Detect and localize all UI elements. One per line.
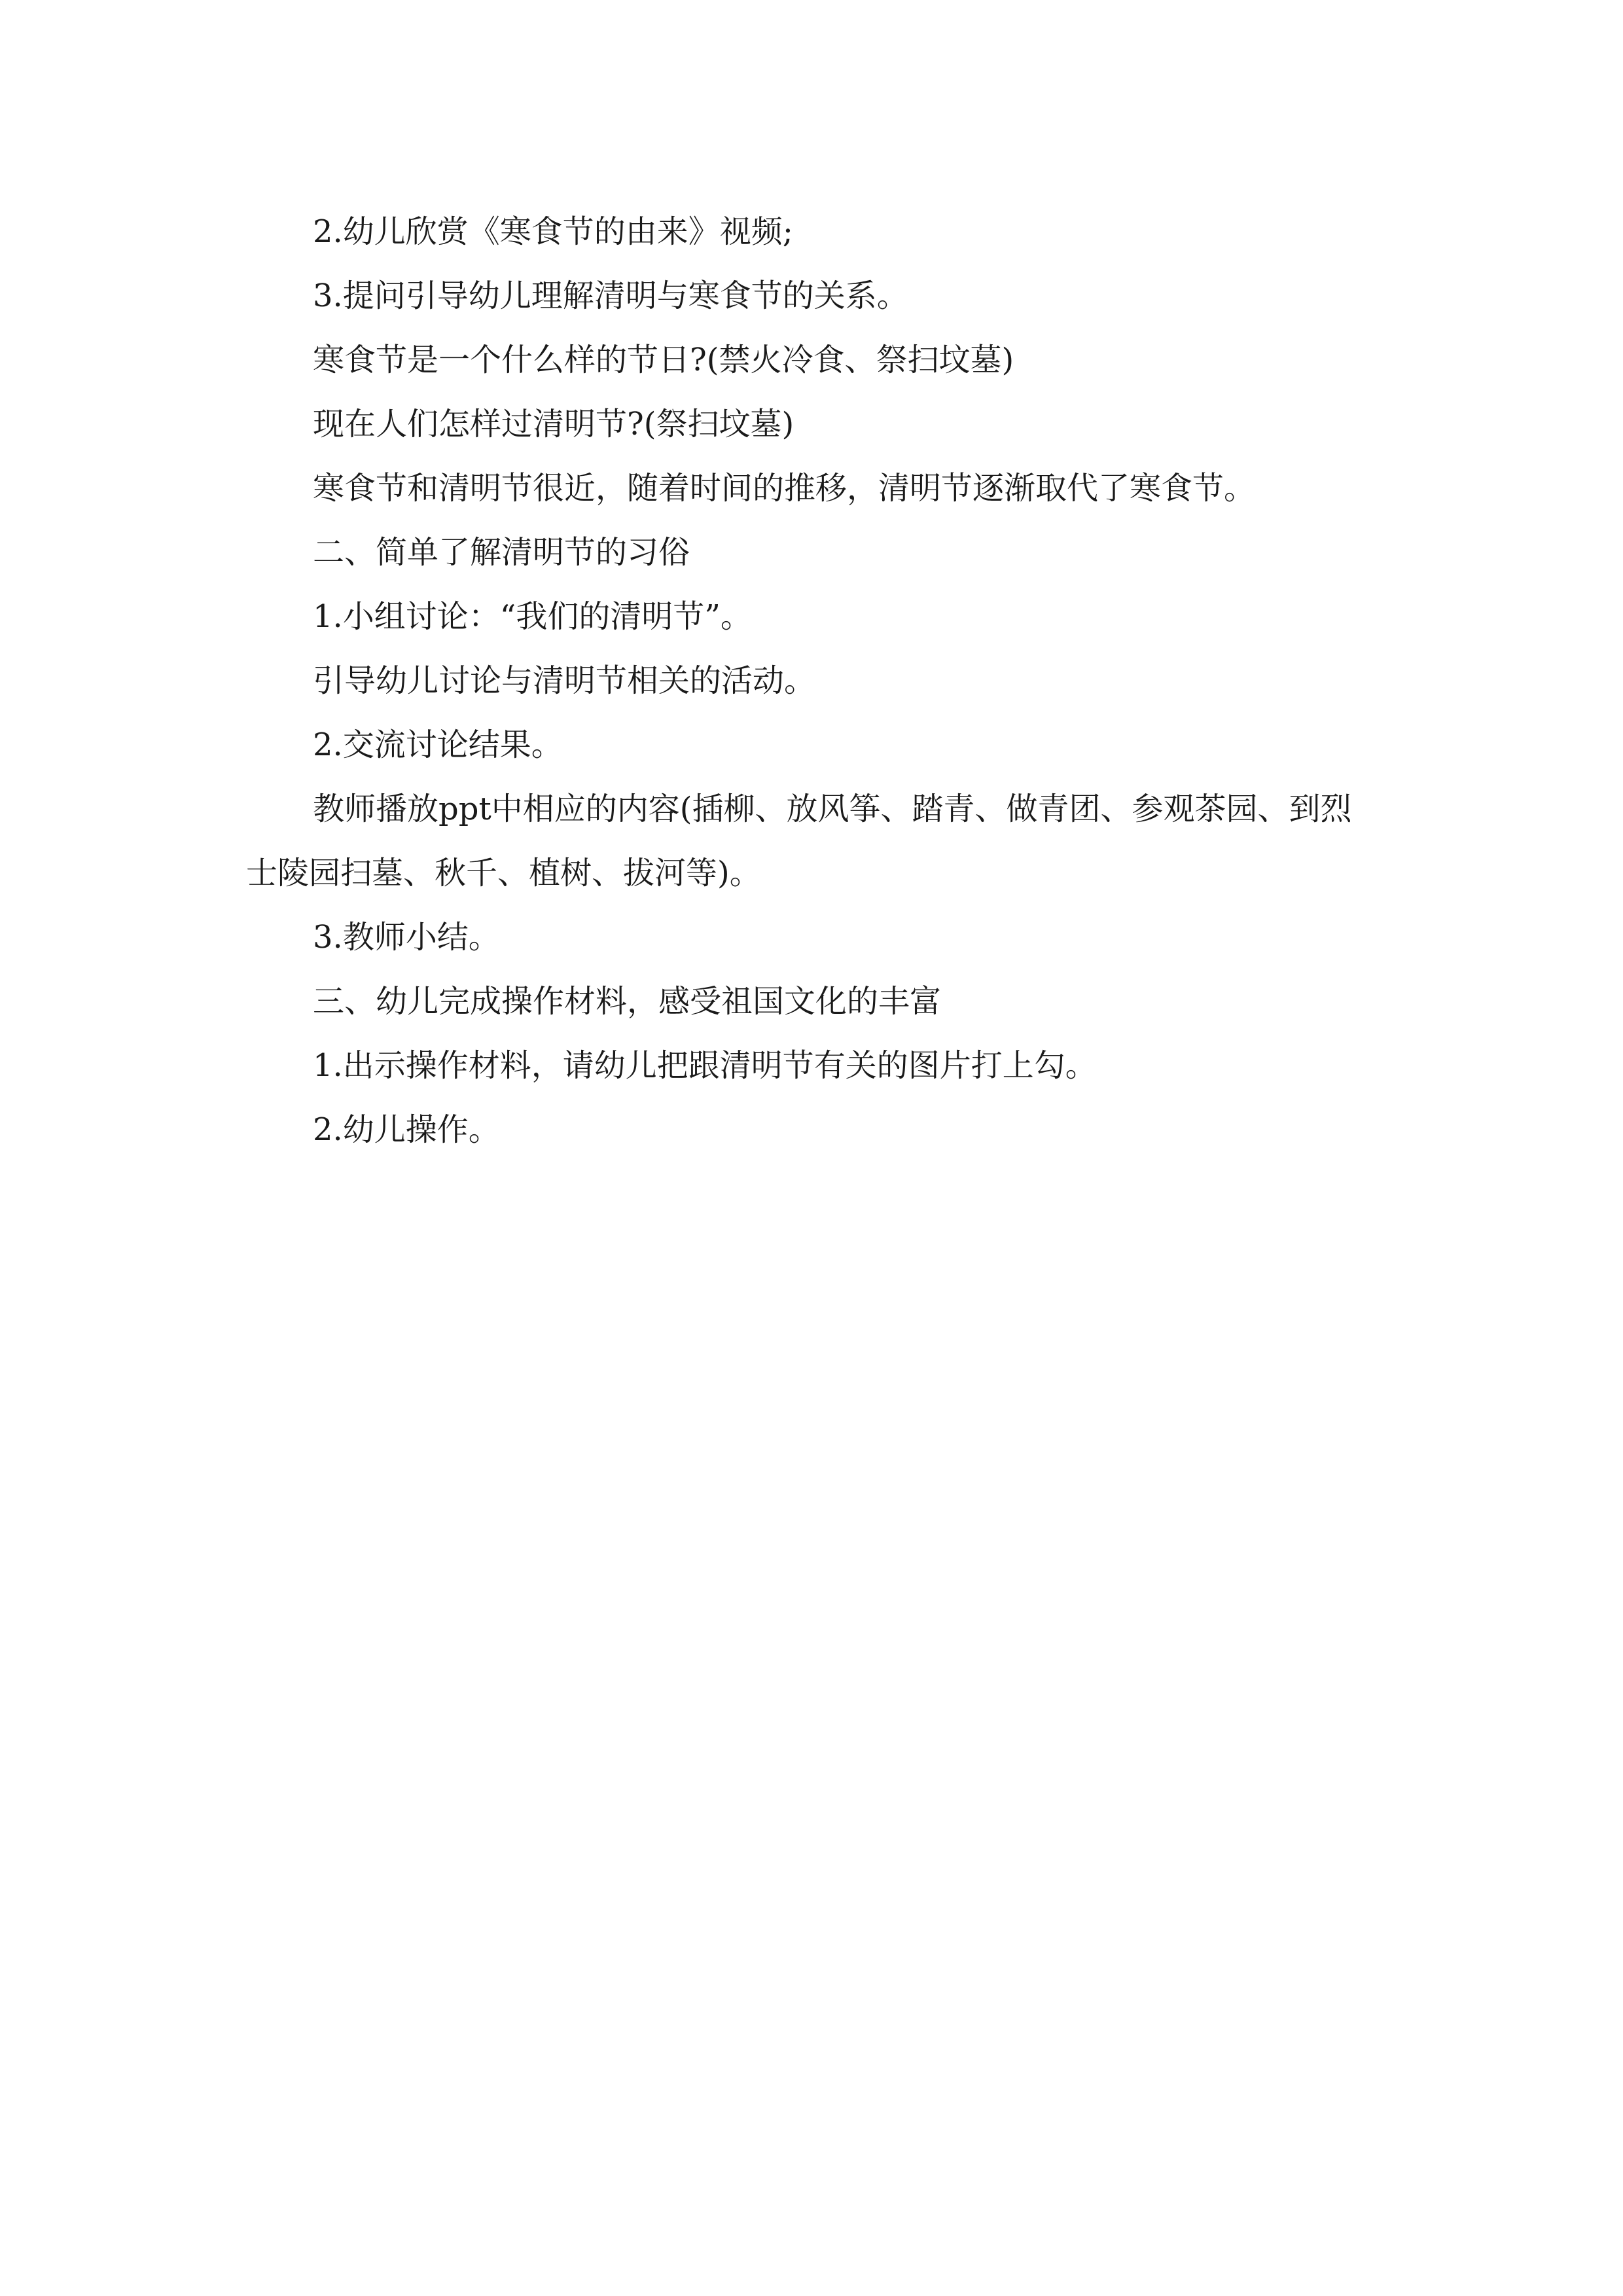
- question-cold-food-festival: 寒食节是一个什么样的节日?(禁火冷食、祭扫坟墓): [313, 342, 1014, 378]
- paragraph-ppt-content: 教师播放ppt中相应的内容(插柳、放风筝、踏青、做青团、参观茶园、到烈士陵园扫墓、秋千、植树、拔河等)。: [246, 791, 1352, 891]
- list-item-guided-questions: 3.提问引导幼儿理解清明与寒食节的关系。: [313, 278, 908, 314]
- instruction-discussion: 引导幼儿讨论与清明节相关的活动。: [313, 662, 816, 699]
- document-body: [246, 200, 1377, 1162]
- list-item-children-operate: 2.幼儿操作。: [313, 1111, 500, 1148]
- list-item-watch-video: 2.幼儿欣赏《寒食节的由来》视频;: [313, 213, 793, 250]
- list-item-show-materials: 1.出示操作材料，请幼儿把跟清明节有关的图片打上勾。: [313, 1047, 1097, 1084]
- list-item-share-results: 2.交流讨论结果。: [313, 726, 563, 763]
- list-item-teacher-summary: 3.教师小结。: [313, 919, 500, 956]
- section-heading-customs: 二、简单了解清明节的习俗: [313, 534, 690, 571]
- question-qingming-today: 现在人们怎样过清明节?(祭扫坟墓): [313, 406, 794, 442]
- section-heading-materials: 三、幼儿完成操作材料，感受祖国文化的丰富: [313, 983, 942, 1020]
- list-item-group-discussion: 1.小组讨论：“我们的清明节”。: [313, 598, 752, 635]
- statement-festival-history: 寒食节和清明节很近，随着时间的推移，清明节逐渐取代了寒食节。: [313, 470, 1256, 507]
